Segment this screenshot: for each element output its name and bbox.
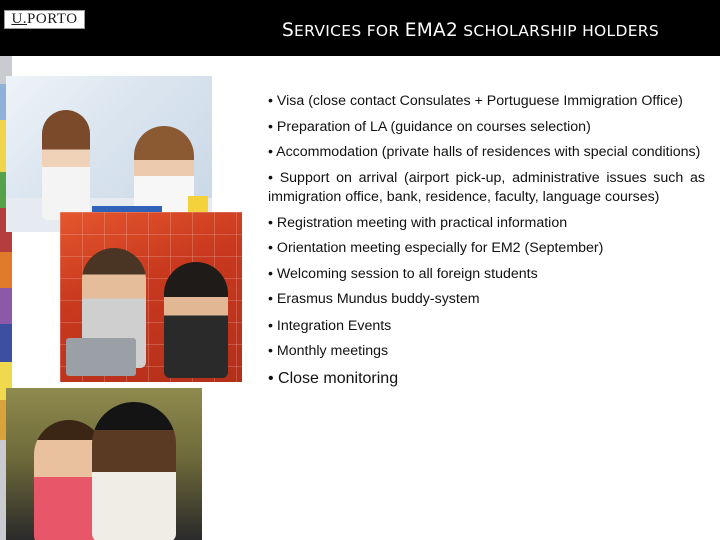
page-title [282,20,712,42]
service-item: • Welcoming session to all foreign students [268,265,538,282]
service-item: • Visa (close contact Consulates + Portuguese Immigration Office) [268,93,683,109]
service-item: • Integration Events [268,317,392,334]
friends-photo [6,388,202,540]
logo-text: PORTO [27,11,78,27]
service-item: • Registration meeting with practical information [268,214,568,231]
title-part: ERVICES FOR [294,22,405,40]
service-item: • Preparation of LA (guidance on courses selection) [268,118,591,135]
services-list [268,92,705,389]
title-part: S [282,20,295,41]
logo-prefix: U. [11,11,28,27]
title-part: SCHOLARSHIP HOLDERS [458,22,659,40]
service-item: • Close monitoring [268,369,399,387]
service-item: • Support on arrival (airport pick-up, administrative issues such as immigration office, bank, residence, faculty, language courses) [268,169,705,205]
service-item: • Orientation meeting especially for EM2 (September) [268,240,604,256]
service-item: • Monthly meetings [268,343,389,359]
header-bar [0,0,720,56]
service-item: • Erasmus Mundus buddy-system [268,291,480,307]
title-part: EMA2 [404,20,459,41]
university-logo [4,10,85,29]
service-item: • Accommodation (private halls of residences with special conditions) [268,144,701,160]
students-laptop-photo [60,212,242,382]
lab-students-photo [6,76,212,232]
